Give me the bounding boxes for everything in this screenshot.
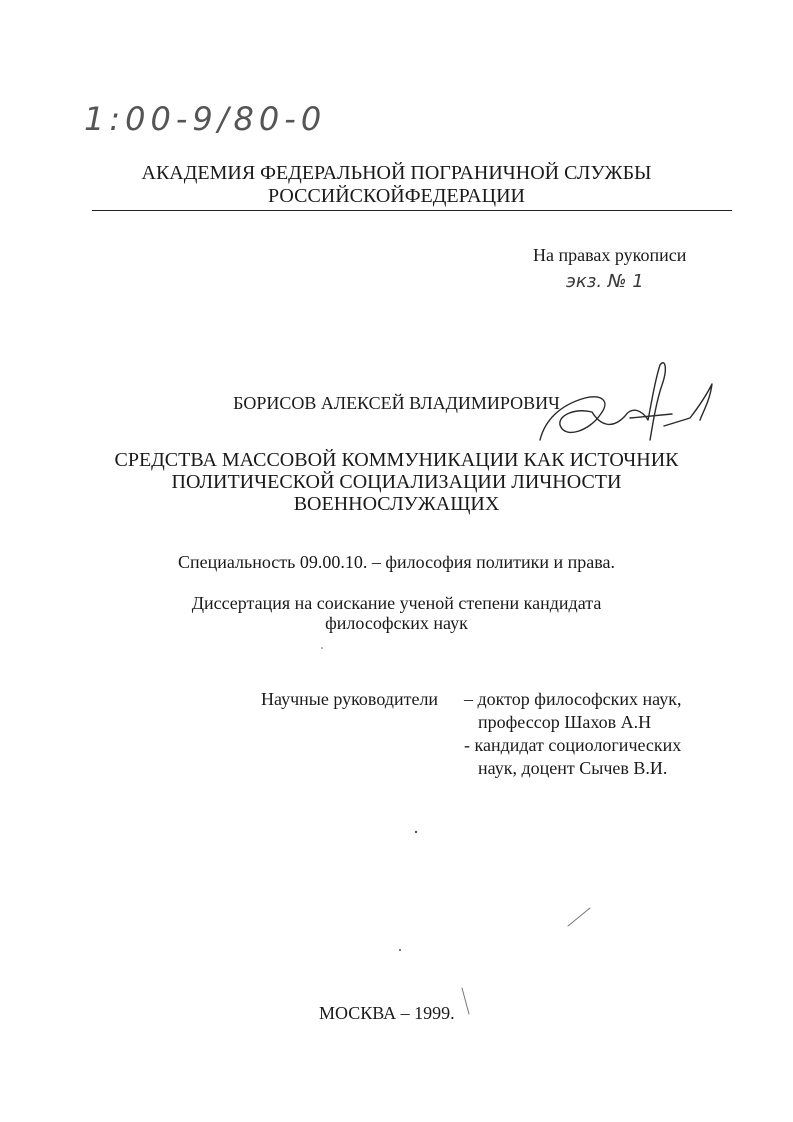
archive-number: 1:00-9/80-0: [84, 100, 327, 138]
title-line-1: СРЕДСТВА МАССОВОЙ КОММУНИКАЦИИ КАК ИСТОЧНИК: [114, 449, 679, 471]
speck: [321, 647, 323, 649]
supervisor-1-name: профессор Шахов А.Н: [478, 712, 652, 732]
institution-line-2: РОССИЙСКОЙФЕДЕРАЦИИ: [268, 185, 525, 207]
speck: [415, 831, 417, 833]
institution-line-1: АКАДЕМИЯ ФЕДЕРАЛЬНОЙ ПОГРАНИЧНОЙ СЛУЖБЫ: [141, 162, 652, 184]
title-line-3: ВОЕННОСЛУЖАЩИХ: [293, 493, 500, 515]
speck: [399, 949, 401, 951]
signature: [540, 363, 712, 440]
supervisor-2-name: наук, доцент Сычев В.И.: [478, 758, 668, 778]
copy-number: экз. № 1: [566, 271, 644, 292]
degree-line-1: Диссертация на соискание ученой степени кандидата: [191, 593, 602, 613]
supervisor-2-degree: - кандидат социологических: [464, 735, 682, 755]
specialty: Специальность 09.00.10. – философия политики и права.: [177, 552, 616, 572]
degree-line-2: философских наук: [325, 613, 468, 633]
supervisors-label: Научные руководители: [261, 689, 439, 709]
author-name: БОРИСОВ АЛЕКСЕЙ ВЛАДИМИРОВИЧ: [233, 393, 560, 413]
rights-notice: На правах рукописи: [533, 245, 687, 265]
city-year: МОСКВА – 1999.: [319, 1003, 455, 1023]
title-line-2: ПОЛИТИЧЕСКОЙ СОЦИАЛИЗАЦИИ ЛИЧНОСТИ: [171, 471, 622, 493]
stray-mark: [568, 908, 590, 926]
supervisor-1-degree: – доктор философских наук,: [464, 689, 682, 709]
stray-mark: [462, 988, 469, 1014]
